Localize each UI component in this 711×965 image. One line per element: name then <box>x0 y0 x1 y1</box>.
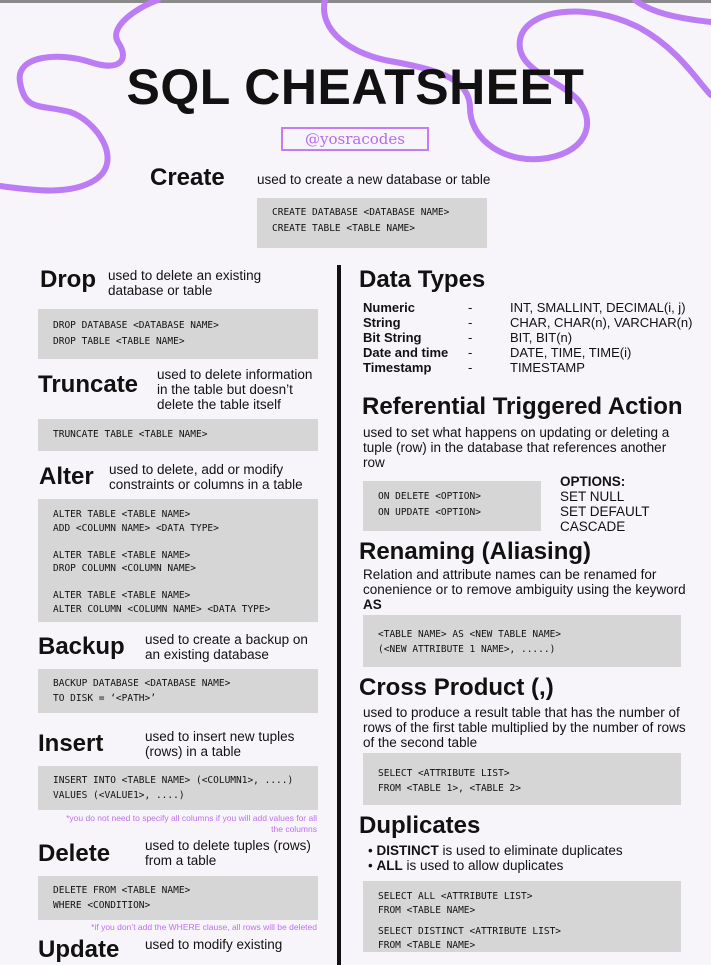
code-line: DROP DATABASE <DATABASE NAME> <box>53 320 219 331</box>
drop-code-block <box>38 309 318 359</box>
data-type-values: DATE, TIME, TIME(i) <box>510 345 632 360</box>
data-type-values: BIT, BIT(n) <box>510 330 573 345</box>
backup-description: used to create a backup on an existing database <box>145 632 308 662</box>
data-type-values: INT, SMALLINT, DECIMAL(i, j) <box>510 300 686 315</box>
delete-note: *if you don’t add the WHERE clause, all rows will be deleted <box>91 922 317 932</box>
create-heading: Create <box>150 164 225 191</box>
insert-code-block <box>38 766 318 810</box>
code-line: FROM <TABLE NAME> <box>378 905 476 916</box>
data-type-row <box>363 345 703 360</box>
drop-heading: Drop <box>40 266 96 293</box>
code-line: ADD <COLUMN NAME> <DATA TYPE> <box>53 522 219 534</box>
data-type-dash: - <box>468 330 473 345</box>
data-type-values: TIMESTAMP <box>510 360 585 375</box>
renaming-keyword: AS <box>363 597 382 612</box>
duplicates-bullet: • ALL is used to allow duplicates <box>368 858 564 873</box>
option-item: CASCADE <box>560 519 626 534</box>
renaming-heading: Renaming (Aliasing) <box>359 538 592 565</box>
bullet-keyword: ALL <box>376 858 403 873</box>
truncate-code-block <box>38 419 318 451</box>
bullet-text: is used to allow duplicates <box>402 858 564 873</box>
code-line: TRUNCATE TABLE <TABLE NAME> <box>53 429 208 440</box>
alter-code-block <box>38 499 318 622</box>
code-line: BACKUP DATABASE <DATABASE NAME> <box>53 678 231 689</box>
top-border <box>0 0 711 3</box>
delete-description: used to delete tuples (rows) from a table <box>145 838 311 868</box>
code-line: ON DELETE <OPTION> <box>378 491 481 502</box>
code-line: FROM <TABLE NAME> <box>378 940 476 951</box>
data-type-dash: - <box>468 315 473 330</box>
code-line: VALUES (<VALUE1>, ....) <box>53 790 185 801</box>
code-line: ALTER TABLE <TABLE NAME> <box>53 509 191 520</box>
code-line: ON UPDATE <OPTION> <box>378 507 481 518</box>
cross-product-description: used to produce a result table that has the number of rows of the first table multiplied by the number of rows of the second table <box>363 705 686 750</box>
code-line: INSERT INTO <TABLE NAME> (<COLUMN1>, ....) <box>53 775 294 786</box>
data-type-row <box>363 330 703 345</box>
referential-description: used to set what happens on updating or deleting a tuple (row) in the database that references another row <box>363 425 670 470</box>
update-description: used to modify existing <box>145 937 283 952</box>
data-type-dash: - <box>468 360 473 375</box>
duplicates-heading: Duplicates <box>359 812 481 839</box>
code-line: WHERE <CONDITION> <box>53 900 151 911</box>
data-type-row <box>363 315 703 330</box>
drop-description: used to delete an existing database or table <box>108 268 262 298</box>
referential-code-block <box>363 481 541 531</box>
backup-code-block <box>38 669 318 713</box>
code-line: (<NEW ATTRIBUTE 1 NAME>, .....) <box>378 644 556 655</box>
cross-product-heading: Cross Product (,) <box>359 674 554 701</box>
insert-heading: Insert <box>38 730 104 757</box>
data-types-heading: Data Types <box>359 266 486 293</box>
page-title: SQL CHEATSHEET <box>126 59 585 115</box>
create-code-block <box>257 198 487 248</box>
delete-code-block <box>38 876 318 920</box>
code-line: SELECT ALL <ATTRIBUTE LIST> <box>378 891 533 902</box>
code-spacer <box>53 576 303 590</box>
code-line: ALTER COLUMN <COLUMN NAME> <DATA TYPE> <box>53 603 271 615</box>
truncate-description: used to delete information in the table but doesn’t delete the table itself <box>157 367 313 412</box>
data-type-name: Numeric <box>363 300 416 315</box>
code-line: DELETE FROM <TABLE NAME> <box>53 885 191 896</box>
code-line: TO DISK = ‘<PATH>’ <box>53 693 156 704</box>
column-divider <box>337 265 341 965</box>
create-description: used to create a new database or table <box>257 172 491 187</box>
cross-product-code-block <box>363 753 681 805</box>
code-line: ALTER TABLE <TABLE NAME> <box>53 590 191 601</box>
code-line: SELECT <ATTRIBUTE LIST> <box>378 768 510 779</box>
insert-description: used to insert new tuples (rows) in a table <box>145 729 295 759</box>
update-heading: Update <box>38 936 120 963</box>
data-type-name: Bit String <box>363 330 422 345</box>
code-line: DROP TABLE <TABLE NAME> <box>53 336 185 347</box>
data-type-dash: - <box>468 345 473 360</box>
data-type-name: Timestamp <box>363 360 432 375</box>
renaming-description <box>363 567 688 612</box>
truncate-heading: Truncate <box>38 371 139 398</box>
code-line: FROM <TABLE 1>, <TABLE 2> <box>378 783 521 794</box>
bullet-text: is used to eliminate duplicates <box>438 843 623 858</box>
referential-options <box>560 474 650 534</box>
data-type-name: Date and time <box>363 345 449 360</box>
backup-heading: Backup <box>38 633 125 660</box>
insert-note: *you do not need to specify all columns if you will add values for all the columns <box>66 813 317 834</box>
delete-heading: Delete <box>38 840 111 867</box>
code-line: CREATE DATABASE <DATABASE NAME> <box>272 207 450 218</box>
duplicates-code-block <box>363 881 681 952</box>
data-type-dash: - <box>468 300 473 315</box>
bullet-keyword: DISTINCT <box>376 843 439 858</box>
alter-heading: Alter <box>39 463 94 490</box>
data-type-values: CHAR, CHAR(n), VARCHAR(n) <box>510 315 693 330</box>
code-line: SELECT DISTINCT <ATTRIBUTE LIST> <box>378 926 562 937</box>
data-type-row <box>363 360 703 375</box>
duplicates-bullet: • DISTINCT is used to eliminate duplicates <box>368 843 623 858</box>
code-spacer <box>53 535 303 549</box>
code-line: CREATE TABLE <TABLE NAME> <box>272 223 415 234</box>
code-line: DROP COLUMN <COLUMN NAME> <box>53 563 196 574</box>
options-label: OPTIONS: <box>560 474 626 489</box>
referential-heading: Referential Triggered Action <box>362 393 683 420</box>
data-type-row <box>363 300 703 315</box>
code-spacer <box>378 918 666 925</box>
alter-description: used to delete, add or modify constraints or columns in a table <box>109 462 303 492</box>
code-line: <TABLE NAME> AS <NEW TABLE NAME> <box>378 629 562 640</box>
option-item: SET NULL <box>560 489 625 504</box>
code-line: ALTER TABLE <TABLE NAME> <box>53 549 191 561</box>
renaming-code-block <box>363 615 681 667</box>
data-type-name: String <box>363 315 401 330</box>
author-handle: @yosracodes <box>281 127 429 151</box>
renaming-text: Relation and attribute names can be renamed for conenience or to remove ambiguity using the keyword <box>363 567 686 597</box>
option-item: SET DEFAULT <box>560 504 650 519</box>
